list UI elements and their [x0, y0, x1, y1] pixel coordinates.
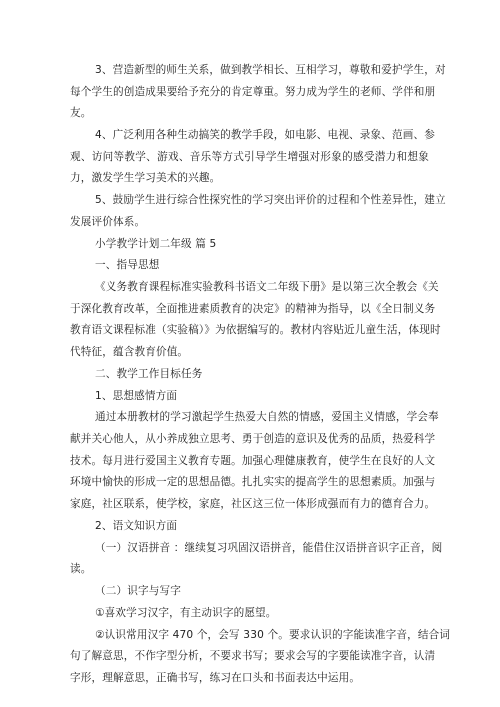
paragraph-5-line-1: 5、鼓励学生进行综合性探究性的学习突出评价的过程和个性差异性，建立 [95, 194, 446, 206]
heading-goals: 二、教学工作目标任务 [95, 368, 203, 380]
ideology-line-1: 《义务教育课程标准实验教科书语文二年级下册》是以第三次全教会《关 [95, 281, 439, 293]
literacy-item-2-line-1: ②认识常用汉字 470 个，会写 330 个。要求认识的字能读准字音，结合词 [95, 629, 451, 641]
thought-line-5: 家庭，社区联系，使学校，家庭，社区这三位一体形成强而有力的德育合力。 [70, 498, 436, 510]
paragraph-4-line-1: 4、广泛利用各种生动搞笑的教学手段，如电影、电视、录象、范画、参 [95, 129, 435, 141]
heading-guiding-ideology: 一、指导思想 [95, 259, 160, 271]
thought-line-3: 技术。每月进行爱国主义教育专题。加强心理健康教育，使学生在良好的人文 [70, 455, 436, 467]
thought-line-2: 献并关心他人，从小养成独立思考、勇于创造的意识及优秀的品质，热爱科学 [70, 433, 436, 445]
ideology-line-4: 代特征，蕴含教育价值。 [70, 346, 189, 358]
literacy-item-2-line-2: 句了解意思，不作字型分析，不要求书写；要求会写的字要能读准字音，认清 [70, 650, 436, 662]
ideology-line-2: 于深化教育改革，全面推进素质教育的决定》的精神为指导，以《全日制义务 [70, 303, 436, 315]
heading-thought-emotion: 1、思想感情方面 [95, 390, 178, 402]
paragraph-4-line-2: 观、访问等教学、游戏、音乐等方式引导学生增强对形象的感受潜力和想象 [70, 151, 429, 163]
paragraph-5-line-2: 发展评价体系。 [70, 216, 146, 228]
literacy-item-2-line-3: 字形，理解意思，正确书写，练习在口头和书面表达中运用。 [70, 672, 361, 684]
literacy-item-1: ①喜欢学习汉字，有主动识字的愿望。 [95, 607, 277, 619]
section-title: 小学教学计划二年级 篇 5 [95, 238, 217, 250]
paragraph-3-line-2: 每个学生的创造成果要给予充分的肯定尊重。努力成为学生的老师、学伴和朋 [70, 86, 436, 98]
paragraph-3-line-3: 友。 [70, 107, 92, 119]
pinyin-line-1: （一）汉语拼音 ：继续复习巩固汉语拼音，能借住汉语拼音识字正音，阅 [95, 542, 443, 554]
heading-literacy-writing: （二）识字与写字 [95, 585, 181, 597]
paragraph-3-line-1: 3、营造新型的师生关系，做到教学相长、互相学习，尊敬和爱护学生，对 [95, 64, 446, 76]
paragraph-4-line-3: 力，激发学生学习美术的兴趣。 [70, 172, 221, 184]
pinyin-line-2: 读。 [70, 563, 92, 575]
heading-language-knowledge: 2、语文知识方面 [95, 520, 178, 532]
thought-line-4: 环境中愉快的形成一定的思想品德。扎扎实实的提高学生的思想素质。加强与 [70, 476, 436, 488]
thought-line-1: 通过本册教材的学习激起学生热爱大自然的情感，爱国主义情感，学会奉 [95, 411, 439, 423]
ideology-line-3: 教育语文课程标准（实验稿）》为依据编写的。教材内容贴近儿童生活，体现时 [70, 324, 441, 336]
